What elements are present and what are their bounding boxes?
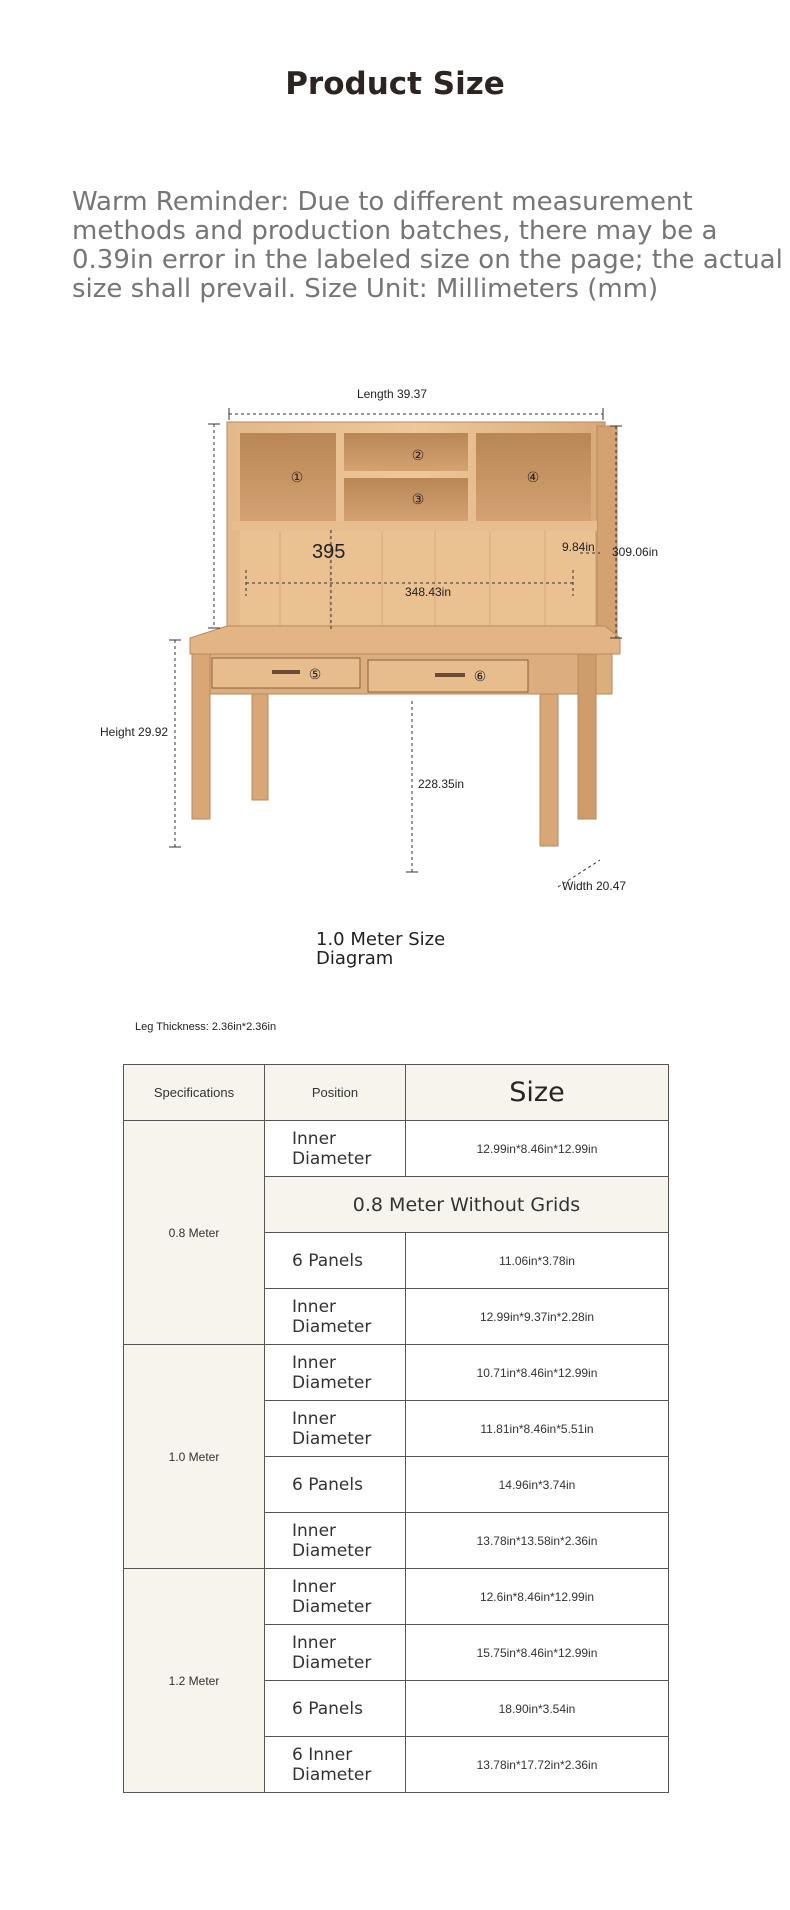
label-228-35: 228.35in [418,777,465,791]
subheader-cell: 0.8 Meter Without Grids [265,1177,669,1233]
header-specifications: Specifications [124,1065,265,1121]
desk-illustration [100,370,700,910]
position-cell: Inner Diameter [265,1345,406,1401]
position-cell: 6 Panels [265,1233,406,1289]
spec-group-label: 0.8 Meter [124,1121,265,1345]
position-cell: 6 Panels [265,1457,406,1513]
spec-group-label: 1.0 Meter [124,1345,265,1569]
size-cell: 18.90in*3.54in [406,1681,669,1737]
size-cell: 14.96in*3.74in [406,1457,669,1513]
page-title: Product Size [285,66,505,102]
size-cell: 15.75in*8.46in*12.99in [406,1625,669,1681]
diagram-caption: 1.0 Meter Size Diagram [316,929,446,969]
label-9-84: 9.84in [562,540,595,554]
compartment-3-label: ③ [411,492,425,508]
size-cell: 11.81in*8.46in*5.51in [406,1401,669,1457]
size-cell: 13.78in*13.58in*2.36in [406,1513,669,1569]
width-label: Width 20.47 [562,879,627,893]
table-row [124,1569,669,1625]
table-header-row [124,1065,669,1121]
compartment-6-label: ⑥ [473,669,487,685]
compartment-5-label: ⑤ [308,667,322,683]
table-row [124,1121,669,1177]
position-cell: Inner Diameter [265,1289,406,1345]
position-cell: 6 Inner Diameter [265,1737,406,1793]
position-cell: Inner Diameter [265,1121,406,1177]
size-cell: 11.06in*3.78in [406,1233,669,1289]
size-cell: 13.78in*17.72in*2.36in [406,1737,669,1793]
length-label: Length 39.37 [356,387,428,401]
position-cell: 6 Panels [265,1681,406,1737]
height-label: Height 29.92 [100,725,169,739]
size-cell: 12.99in*8.46in*12.99in [406,1121,669,1177]
position-cell: Inner Diameter [265,1569,406,1625]
size-cell: 12.99in*9.37in*2.28in [406,1289,669,1345]
desk-dimension-diagram [100,370,700,910]
label-348-43: 348.43in [404,585,452,599]
compartment-1-label: ① [290,470,304,486]
size-cell: 12.6in*8.46in*12.99in [406,1569,669,1625]
compartment-2-label: ② [411,448,425,464]
label-309-06: 309.06in [612,545,659,559]
header-size: Size [406,1065,669,1121]
label-395: 395 [312,541,346,563]
size-cell: 10.71in*8.46in*12.99in [406,1345,669,1401]
size-spec-table [123,1064,669,1793]
position-cell: Inner Diameter [265,1625,406,1681]
compartment-4-label: ④ [526,470,540,486]
position-cell: Inner Diameter [265,1513,406,1569]
position-cell: Inner Diameter [265,1401,406,1457]
leg-thickness-note: Leg Thickness: 2.36in*2.36in [135,1021,277,1033]
spec-group-label: 1.2 Meter [124,1569,265,1793]
table-row [124,1345,669,1401]
header-position: Position [265,1065,406,1121]
warm-reminder-text: Warm Reminder: Due to different measurement methods and production batches, there may be a 0.39in error in the labeled size on the page; the actual size shall prevail. Size Unit: Millimeters (mm) [72,187,783,304]
